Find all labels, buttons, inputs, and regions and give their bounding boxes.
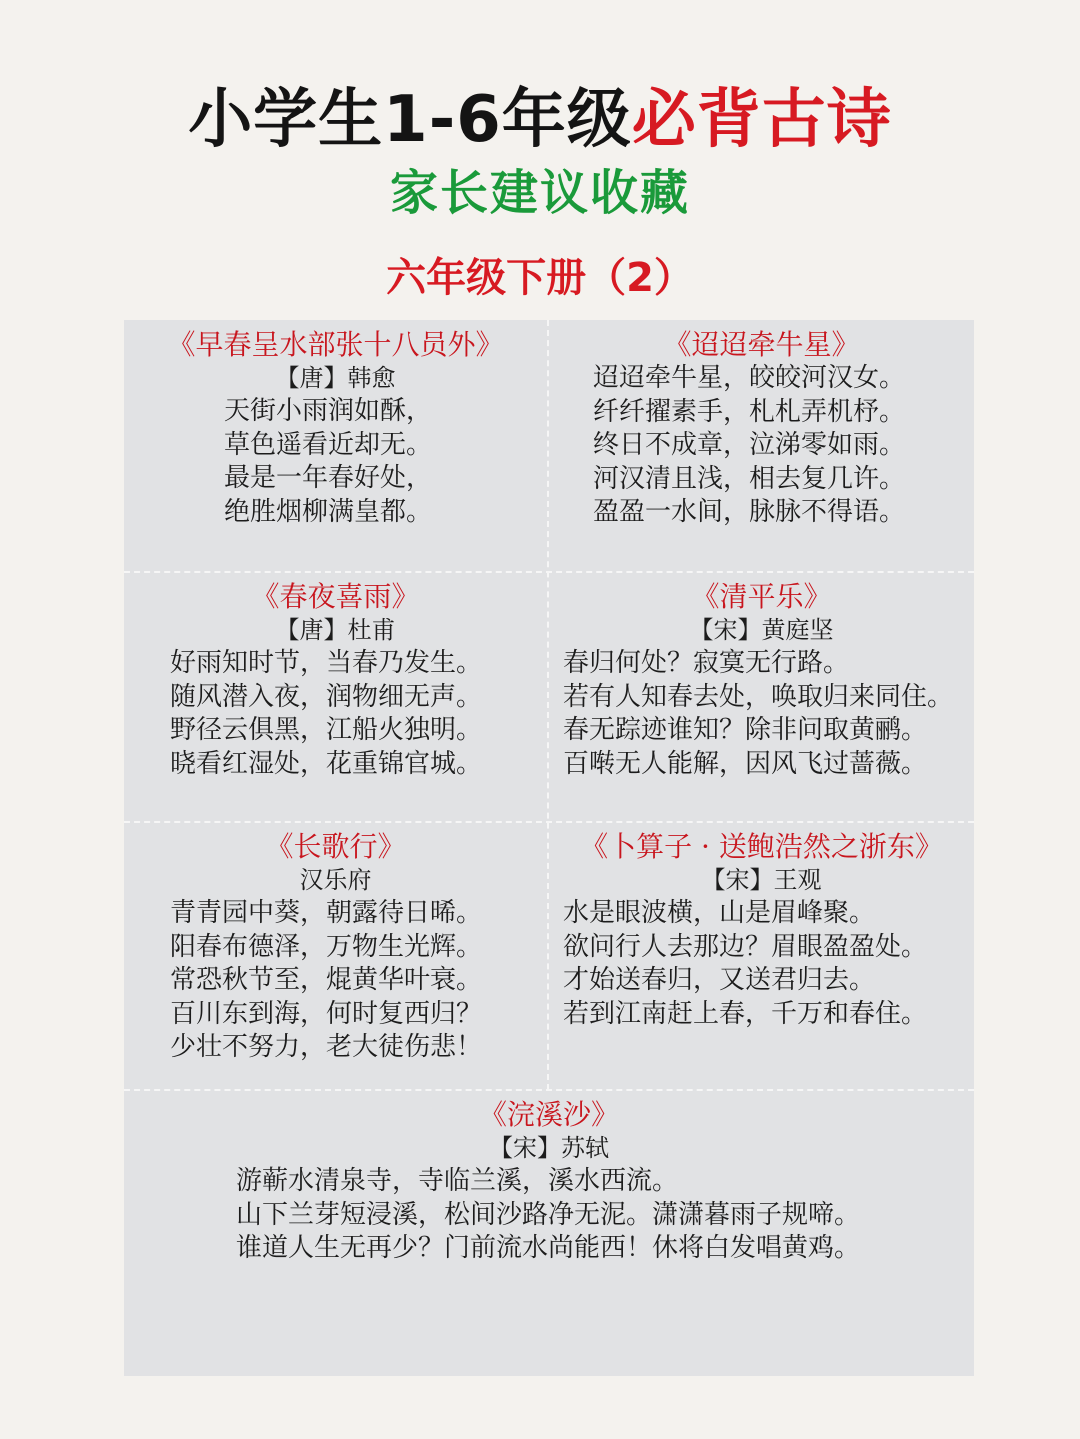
poem-line: 谁道人生无再少？门前流水尚能西！休将白发唱黄鸡。: [236, 1233, 861, 1263]
poem-author: 【宋】黄庭坚: [689, 616, 834, 644]
poem-line: 游蕲水清泉寺，寺临兰溪，溪水西流。: [236, 1166, 679, 1196]
poem-line: 草色遥看近却无。: [224, 429, 433, 460]
poem-line: 才始送春归，又送君归去。: [563, 965, 876, 995]
poem-body: [549, 647, 974, 781]
poem-card: [124, 580, 547, 781]
poem-title: 《清平乐》: [691, 580, 832, 613]
horizontal-divider: [124, 821, 974, 823]
page-subtitle: 家长建议收藏: [389, 165, 690, 221]
poem-author: 【宋】王观: [701, 866, 822, 894]
poem-body: [124, 1165, 974, 1266]
page-header: [0, 0, 1080, 320]
poem-title: 《浣溪沙》: [478, 1098, 619, 1131]
poem-author: 【宋】苏轼: [489, 1134, 609, 1162]
poem-line: 若到江南赶上春，千万和春住。: [563, 998, 928, 1029]
poem-line: 欲问行人去那边？眉眼盈盈处。: [563, 931, 928, 962]
poem-line: 随风潜入夜，润物细无声。: [170, 681, 483, 712]
poem-line: 百川东到海，何时复西归？: [170, 998, 483, 1029]
title-black-part: 小学生1-6年级: [188, 83, 632, 157]
poem-line: 水是眼波横，山是眉峰聚。: [563, 898, 876, 928]
poem-line: 春归何处？寂寞无行路。: [563, 648, 850, 678]
poem-author: 【唐】韩愈: [275, 364, 396, 392]
poem-body: [549, 362, 974, 530]
poem-line: 少壮不努力，老大徒伤悲！: [170, 1032, 483, 1062]
poem-card: [124, 830, 547, 1065]
horizontal-divider: [124, 571, 974, 573]
section-label: 六年级下册（2）: [386, 255, 694, 301]
poem-line: 盈盈一水间，脉脉不得语。: [593, 497, 906, 527]
poem-line: 天街小雨润如酥，: [224, 396, 433, 426]
poem-line: 野径云俱黑，江船火独明。: [170, 715, 483, 745]
poem-line: 百啭无人能解，因风飞过蔷薇。: [563, 748, 928, 779]
poem-card: [124, 328, 547, 529]
title-red-part: 必背古诗: [631, 83, 892, 157]
poem-line: 好雨知时节，当春乃发生。: [170, 648, 483, 678]
poem-line: 纤纤擢素手，札札弄机杼。: [593, 396, 906, 427]
poem-line: 最是一年春好处，: [224, 463, 433, 493]
poem-line: 春无踪迹谁知？除非问取黄鹂。: [563, 715, 928, 745]
poem-line: 绝胜烟柳满皇都。: [224, 496, 433, 527]
poem-line: 青青园中葵，朝露待日晞。: [170, 898, 483, 928]
poem-line: 迢迢牵牛星，皎皎河汉女。: [593, 363, 906, 393]
poem-author: 汉乐府: [299, 866, 372, 894]
page-title: [0, 80, 1080, 160]
poem-line: 常恐秋节至，焜黄华叶衰。: [170, 965, 483, 995]
poem-body: [124, 647, 547, 781]
poem-title: 《迢迢牵牛星》: [663, 328, 860, 361]
poem-title: 《长歌行》: [265, 830, 406, 863]
poem-line: 终日不成章，泣涕零如雨。: [593, 430, 906, 460]
poem-card: [549, 580, 974, 781]
poem-line: 山下兰芽短浸溪，松间沙路净无泥。潇潇暮雨子规啼。: [236, 1199, 861, 1230]
poem-author: 【唐】杜甫: [275, 616, 396, 644]
poem-title: 《早春呈水部张十八员外》: [167, 328, 504, 361]
poem-body: [124, 395, 547, 529]
poem-body: [124, 897, 547, 1065]
poem-body: [549, 897, 974, 1031]
horizontal-divider: [124, 1089, 974, 1091]
poem-card: [549, 328, 974, 530]
poem-card: [549, 830, 974, 1031]
poem-line: 若有人知春去处，唤取归来同住。: [563, 681, 954, 712]
poem-line: 晓看红湿处，花重锦官城。: [170, 748, 483, 779]
poem-title: 《春夜喜雨》: [251, 580, 420, 613]
poem-card: [124, 1098, 974, 1266]
poem-title: 《卜算子 · 送鲍浩然之浙东》: [580, 830, 943, 863]
poem-line: 阳春布德泽，万物生光辉。: [170, 931, 483, 962]
poem-line: 河汉清且浅，相去复几许。: [593, 463, 906, 494]
